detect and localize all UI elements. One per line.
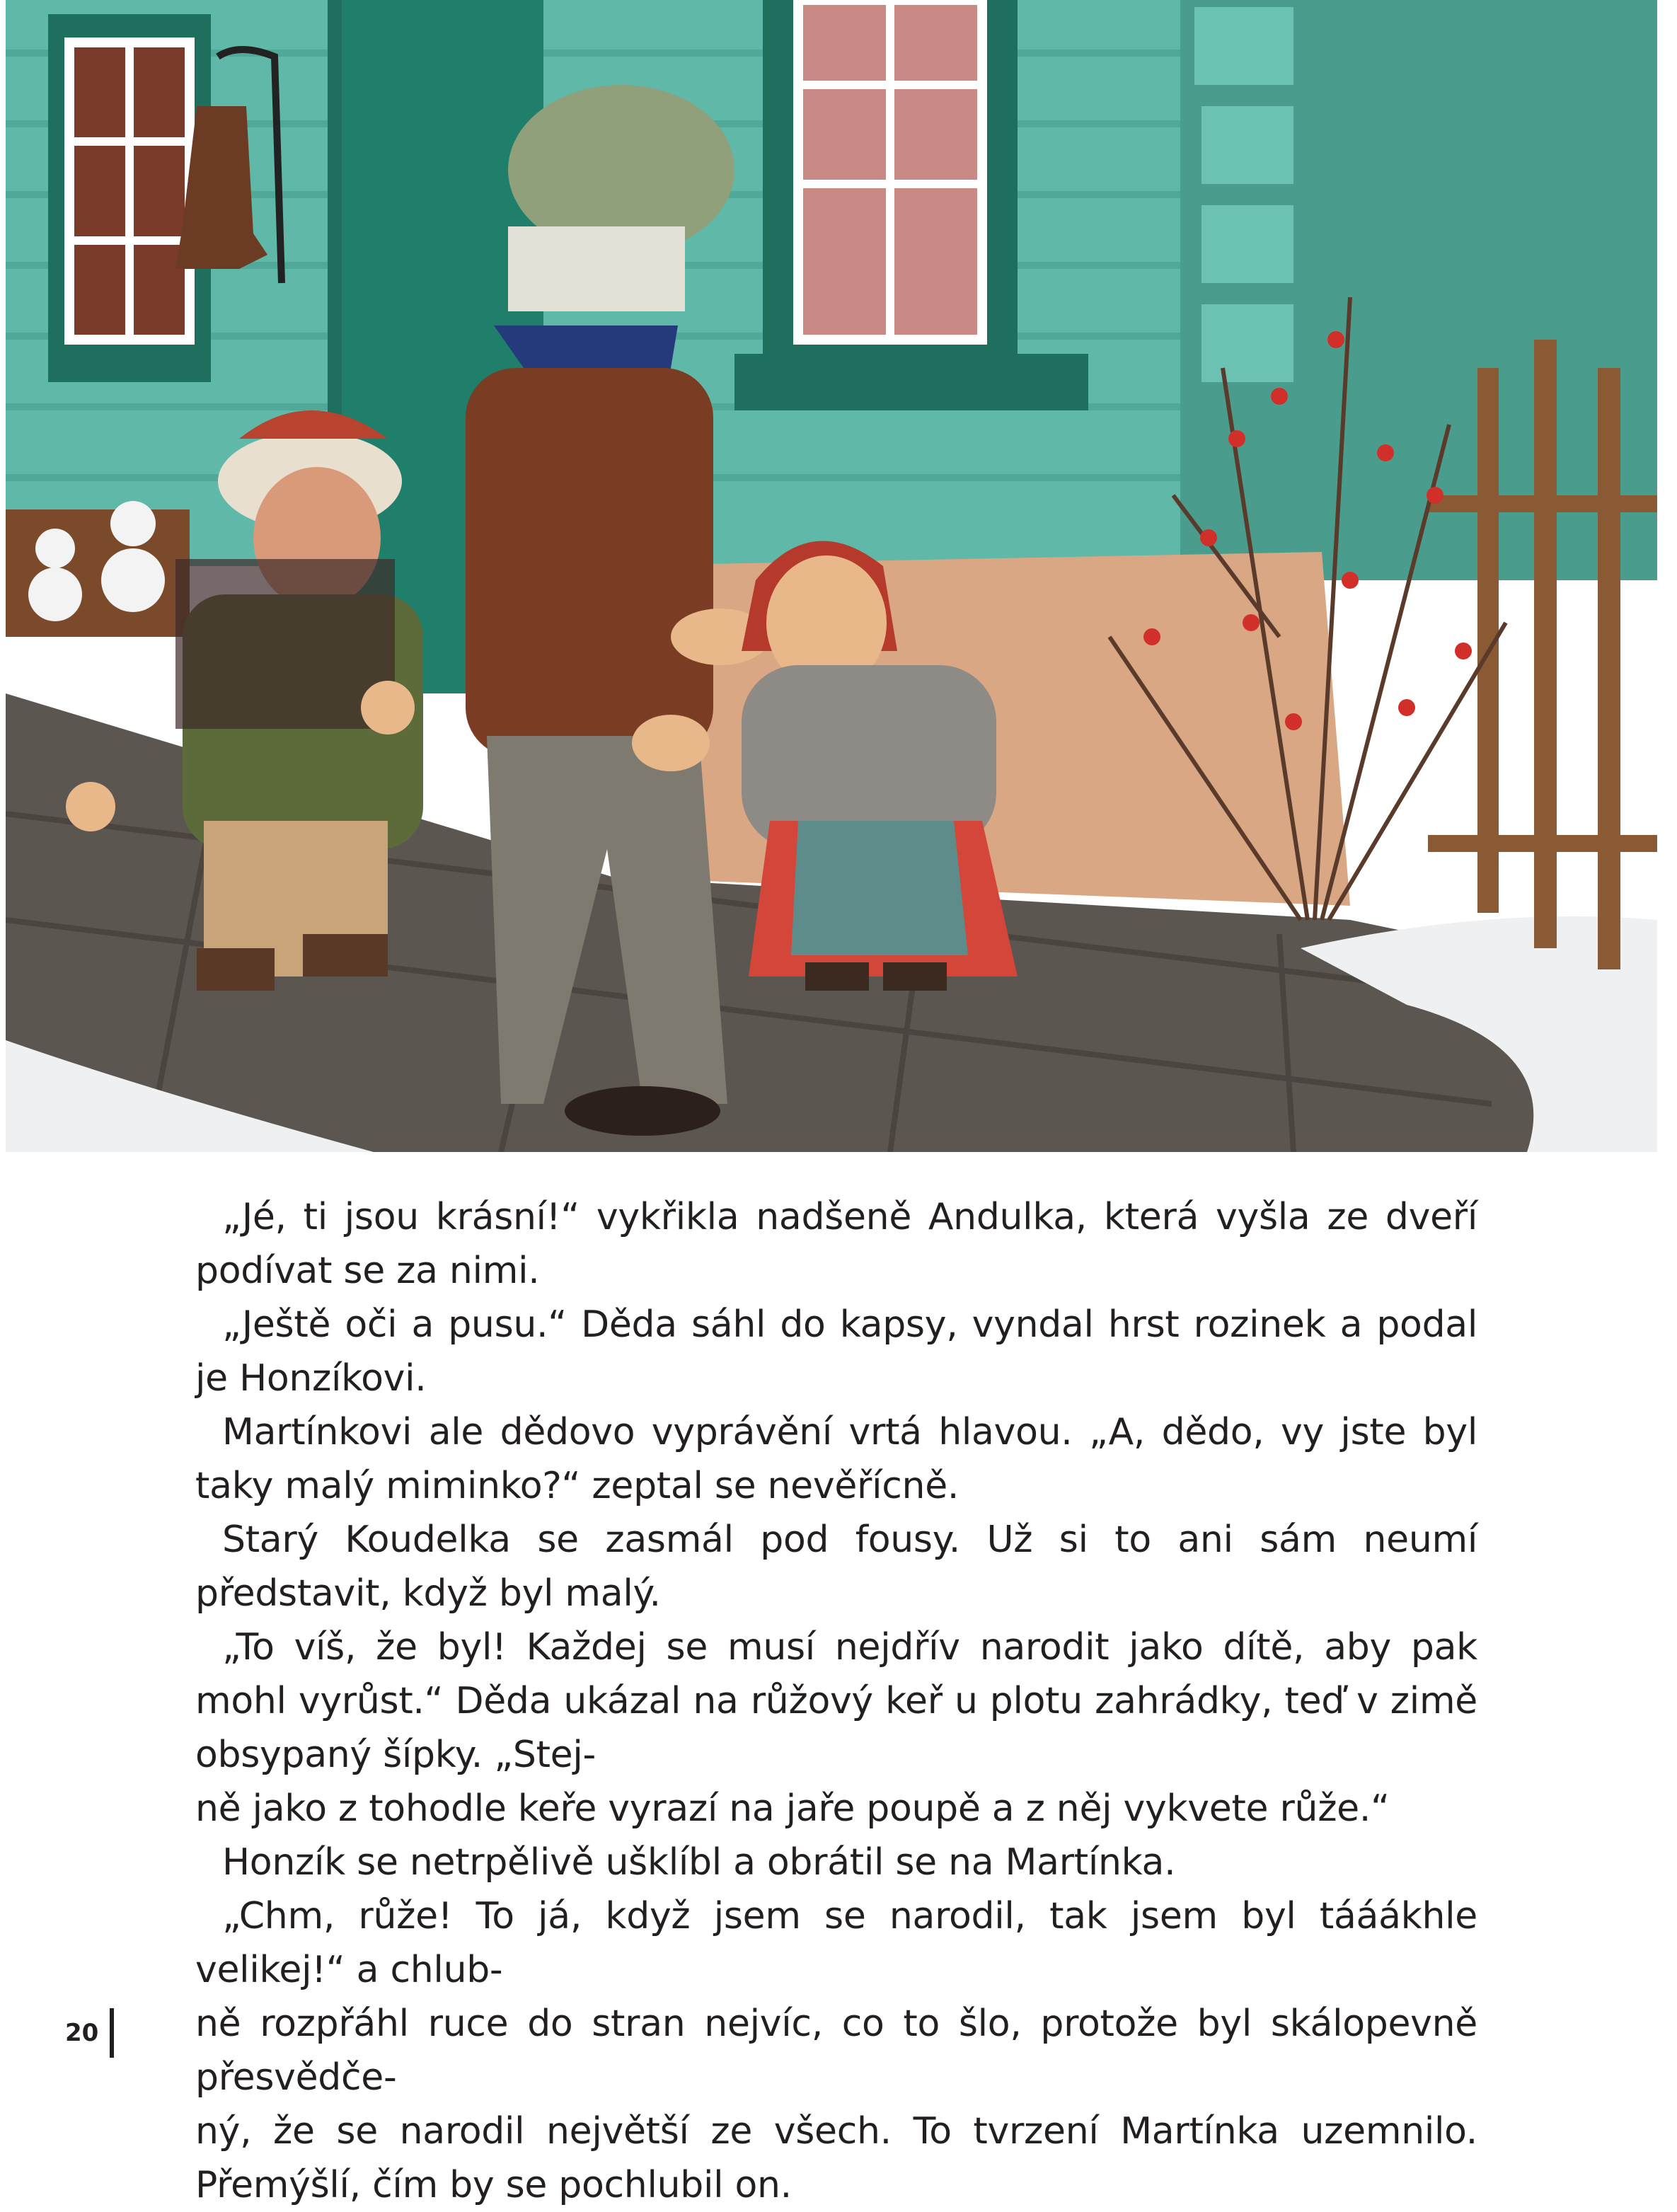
paragraph: „Ještě oči a pusu.“ Děda sáhl do kapsy, vyndal hrst rozinek a podal je Honzíkovi. [195,1303,1477,1400]
puppet-scene-illustration [6,0,1657,1152]
paragraph: „Chm, růže! To já, když jsem se narodil, tak jsem byl tááákhle velikej!“ a chlub- ně rozpřáhl ruce do stran nejvíc, co to šlo, protože byl skálopevně přesvědče- ný, že se narodil největší ze všech. To tvrzení Martínka uzemnilo. Přemýšlí, čím by se pochlubil on. [195,1895,1477,2206]
page-number: 20 [65,2019,99,2047]
log-wall [1180,0,1657,580]
paragraph: Starý Koudelka se zasmál pod fousy. Už si to ani sám neumí představit, když byl malý. [195,1519,1477,1615]
story-text [195,1190,1477,2212]
paragraph: „To víš, že byl! Každej se musí nejdřív narodit jako dítě, aby pak mohl vyrůst.“ Děda ukázal na růžový keř u plotu zahrádky, teď v zimě obsypaný šípky. „Stej- ně jako z tohodle keře vyrazí na jaře poupě a z něj vykvete růže.“ [195,1626,1477,1830]
paragraph: Honzík se netrpělivě ušklíbl a obrátil se na Martínka. [222,1841,1176,1884]
paragraph: „Jé, ti jsou krásní!“ vykřikla nadšeně Andulka, která vyšla ze dveří podívat se za nimi. [195,1196,1477,1292]
paragraph: Martínkovi ale dědovo vyprávění vrtá hlavou. „A, dědo, vy jste byl taky malý miminko?“ zeptal se nevěřícně. [195,1411,1477,1507]
page-rule [110,2008,114,2058]
page-footer [65,2008,114,2058]
